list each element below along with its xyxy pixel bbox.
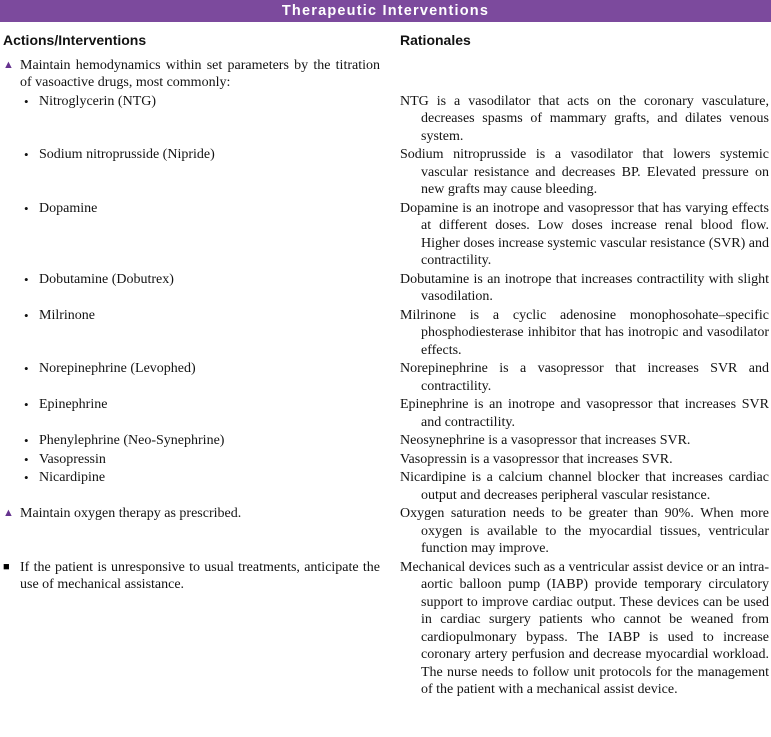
column-headers xyxy=(0,32,771,50)
action-text: Nicardipine xyxy=(39,470,106,485)
rationale-text: Neosynephrine is a vasopressor that increases SVR. xyxy=(400,433,691,448)
rationale-text: Mechanical devices such as a ventricular assist device or an intra-aortic balloon pump (IABP) provide temporary circulatory support to improve cardiac output. These devices can be used in cardiac surgery patients who cannot be weaned from cardiopulmonary bypass. The IABP is used to increase coronary artery perfusion and decrease myocardial workload. The nurse needs to follow unit protocols for the management of the patient with a mechanical assist device. xyxy=(400,559,769,697)
action-text: Maintain oxygen therapy as prescribed. xyxy=(20,506,242,521)
table-row xyxy=(0,396,771,431)
table-title-bar xyxy=(0,0,771,22)
triangle-bullet-icon: ▲ xyxy=(3,58,14,71)
dot-bullet-icon: • xyxy=(24,307,29,323)
table-row xyxy=(0,93,771,146)
table-row xyxy=(0,505,771,558)
dot-bullet-icon: • xyxy=(24,147,29,162)
action-cell xyxy=(24,271,380,306)
action-cell xyxy=(24,469,380,504)
triangle-bullet-icon: ▲ xyxy=(3,507,14,519)
action-cell xyxy=(3,505,380,558)
page-title: Therapeutic Interventions xyxy=(281,3,490,19)
action-text: Dobutamine (Dobutrex) xyxy=(39,271,174,287)
rationale-text: Norepinephrine is a vasopressor that increases SVR and contractility. xyxy=(400,361,769,394)
action-text: Epinephrine xyxy=(39,397,108,412)
action-text: Dopamine xyxy=(39,200,98,216)
action-text: Norepinephrine (Levophed) xyxy=(39,361,196,376)
dot-bullet-icon: • xyxy=(24,93,29,109)
action-text: Maintain hemodynamics within set parameters by the titration of vasoactive drugs, most commonly: xyxy=(20,57,380,90)
table-row xyxy=(0,146,771,199)
action-cell xyxy=(24,146,380,199)
rationale-text: Oxygen saturation needs to be greater than 90%. When more oxygen is available to the myocardial tissues, ventricular function may improve. xyxy=(400,506,769,556)
dot-bullet-icon: • xyxy=(24,271,29,287)
table-row xyxy=(0,57,771,92)
table-row xyxy=(0,559,771,699)
dot-bullet-icon: • xyxy=(24,361,29,376)
rationale-text: Epinephrine is an inotrope and vasopressor that increases SVR and contractility. xyxy=(400,397,769,430)
action-text: If the patient is unresponsive to usual treatments, anticipate the use of mechanical assistance. xyxy=(20,559,380,592)
table-row xyxy=(0,432,771,450)
column-header-actions: Actions/Interventions xyxy=(3,32,147,48)
table-row xyxy=(0,469,771,504)
dot-bullet-icon: • xyxy=(24,433,29,448)
rationale-text: Vasopressin is a vasopressor that increases SVR. xyxy=(400,451,673,467)
action-cell xyxy=(24,451,380,469)
rationale-text: NTG is a vasodilator that acts on the coronary vasculature, decreases spasms of mammary grafts, and dilates venous system. xyxy=(400,93,769,144)
dot-bullet-icon: • xyxy=(24,470,29,485)
action-cell xyxy=(3,57,380,92)
action-cell xyxy=(24,432,380,450)
action-text: Vasopressin xyxy=(39,451,106,467)
table-row xyxy=(0,451,771,469)
action-cell xyxy=(24,307,380,360)
table-row xyxy=(0,200,771,270)
action-text: Sodium nitroprusside (Nipride) xyxy=(39,147,215,162)
rationale-text: Dopamine is an inotrope and vasopressor that has varying effects at different doses. Low doses increase renal blood flow. Higher doses increase systemic vascular resistance (SVR) and contractility. xyxy=(400,200,769,268)
action-cell xyxy=(24,93,380,146)
action-text: Phenylephrine (Neo-Synephrine) xyxy=(39,433,225,448)
action-cell xyxy=(24,396,380,431)
rationale-text xyxy=(400,57,769,92)
action-cell xyxy=(24,200,380,270)
action-text: Milrinone xyxy=(39,307,95,323)
action-cell xyxy=(3,559,380,699)
rationale-text: Sodium nitroprusside is a vasodilator that lowers systemic vascular resistance and decreases BP. Elevated pressure on new grafts may cause bleeding. xyxy=(400,147,769,197)
action-text: Nitroglycerin (NTG) xyxy=(39,93,157,109)
square-bullet-icon: ■ xyxy=(3,560,10,573)
table-row xyxy=(0,271,771,306)
dot-bullet-icon: • xyxy=(24,397,29,412)
table-row xyxy=(0,307,771,360)
dot-bullet-icon: • xyxy=(24,200,29,216)
column-header-rationales: Rationales xyxy=(400,32,471,48)
rationale-text: Nicardipine is a calcium channel blocker that increases cardiac output and decreases peripheral vascular resistance. xyxy=(400,470,769,503)
rationale-text: Milrinone is a cyclic adenosine monophosohate–specific phosphodiesterase inhibitor that has inotropic and vasodilator effects. xyxy=(400,307,769,358)
action-cell xyxy=(24,360,380,395)
rationale-text: Dobutamine is an inotrope that increases contractility with slight vasodilation. xyxy=(400,271,769,304)
table-body xyxy=(0,57,771,699)
dot-bullet-icon: • xyxy=(24,451,29,467)
table-row xyxy=(0,360,771,395)
